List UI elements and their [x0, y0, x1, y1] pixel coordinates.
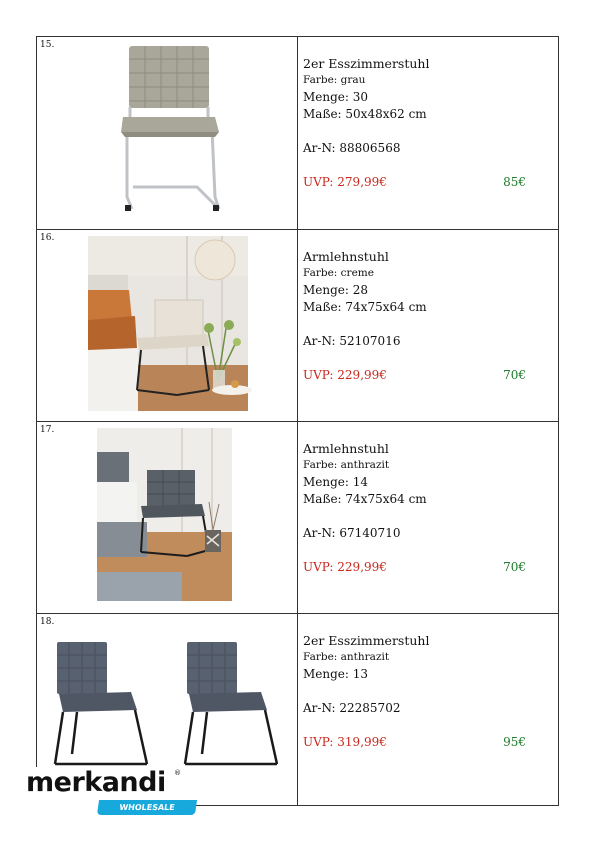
product-title: 2er Esszimmerstuhl [303, 56, 430, 71]
product-quantity: Menge: 30 [303, 90, 369, 104]
product-color: Farbe: anthrazit [303, 459, 390, 471]
product-info [303, 440, 548, 576]
logo-wordmark: merkandi [26, 767, 166, 798]
product-dimensions: Maße: 74x75x64 cm [303, 300, 427, 314]
uvp-price: UVP: 229,99€ [303, 560, 387, 574]
product-quantity: Menge: 14 [303, 475, 369, 489]
grey-dining-chair-image [37, 37, 298, 229]
table-row [37, 229, 558, 421]
uvp-price: UVP: 229,99€ [303, 368, 387, 382]
wholesale-badge: WHOLESALE [97, 800, 197, 815]
product-info [303, 632, 548, 751]
sale-price: 70€ [503, 368, 526, 382]
product-article-number: Ar-N: 22285702 [303, 701, 401, 715]
table-row [37, 37, 558, 229]
product-article-number: Ar-N: 88806568 [303, 141, 401, 155]
product-color: Farbe: grau [303, 74, 366, 86]
product-info [303, 248, 548, 384]
product-info [303, 55, 548, 191]
anthracite-armchair-room-photo [37, 422, 298, 614]
product-title: 2er Esszimmerstuhl [303, 633, 430, 648]
image-cell [37, 37, 298, 229]
product-article-number: Ar-N: 67140710 [303, 526, 401, 540]
image-cell [37, 422, 298, 613]
image-cell [37, 230, 298, 421]
product-dimensions: Maße: 50x48x62 cm [303, 107, 427, 121]
sale-price: 70€ [503, 560, 526, 574]
product-article-number: Ar-N: 52107016 [303, 334, 401, 348]
uvp-price: UVP: 319,99€ [303, 735, 387, 749]
table-row [37, 421, 558, 613]
item-number: 15. [40, 40, 55, 50]
sale-price: 85€ [503, 175, 526, 189]
merkandi-logo [22, 767, 182, 817]
cream-armchair-room-photo [37, 230, 298, 422]
product-dimensions: Maße: 74x75x64 cm [303, 492, 427, 506]
product-table [36, 36, 559, 806]
registered-mark: ® [174, 769, 181, 777]
uvp-price: UVP: 279,99€ [303, 175, 387, 189]
item-number: 16. [40, 233, 55, 243]
product-title: Armlehnstuhl [303, 441, 389, 456]
product-color: Farbe: anthrazit [303, 651, 390, 663]
product-title: Armlehnstuhl [303, 249, 389, 264]
product-color: Farbe: creme [303, 267, 374, 279]
product-quantity: Menge: 13 [303, 667, 369, 681]
item-number: 18. [40, 617, 55, 627]
sale-price: 95€ [503, 735, 526, 749]
product-quantity: Menge: 28 [303, 283, 369, 297]
item-number: 17. [40, 425, 55, 435]
